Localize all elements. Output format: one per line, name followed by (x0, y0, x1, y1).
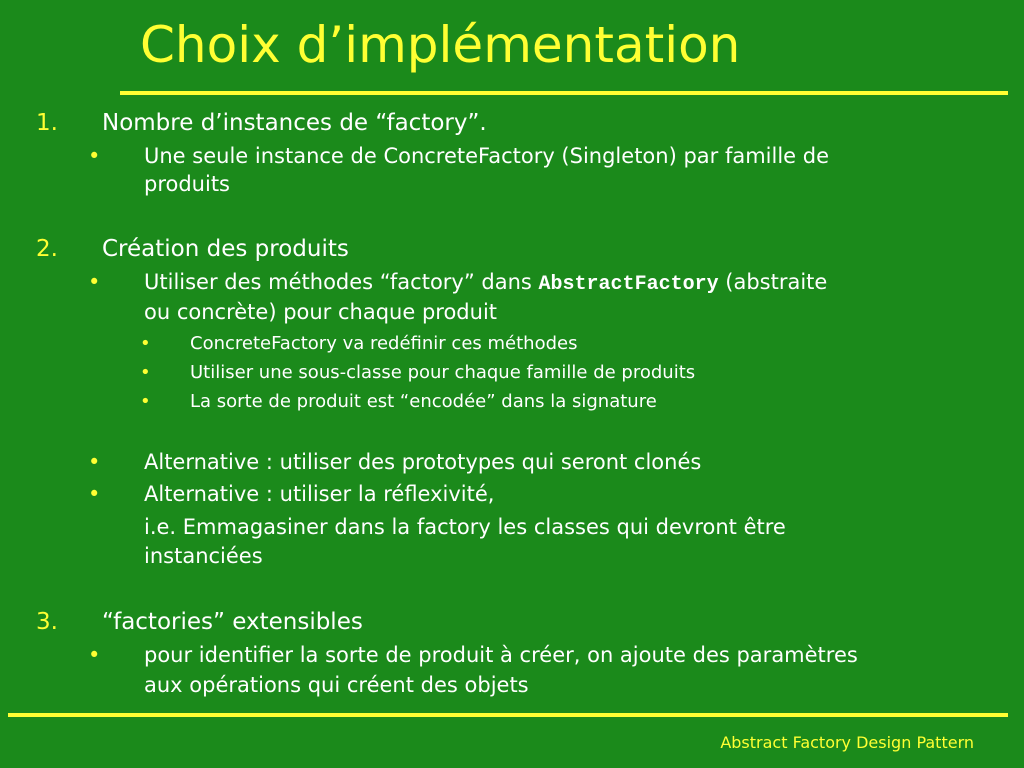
bullet-icon: • (88, 270, 101, 294)
bullet-icon: • (140, 391, 151, 412)
item-2-bullet-1-post: (abstraite (718, 270, 828, 294)
abstract-factory-code: AbstractFactory (538, 273, 719, 296)
item-2-sub-1: ConcreteFactory va redéfinir ces méthodes (190, 333, 578, 354)
item-3-number: 3. (36, 609, 58, 635)
footer-divider (8, 713, 1008, 717)
footer-text: Abstract Factory Design Pattern (720, 733, 974, 752)
item-2-sub-2: Utiliser une sous-classe pour chaque famille de produits (190, 362, 696, 383)
item-2-bullet-1-pre: Utiliser des méthodes “factory” dans (144, 270, 539, 294)
bullet-icon: • (140, 362, 151, 383)
item-3-bullet-1-line-2: aux opérations qui créent des objets (144, 673, 529, 697)
item-3-bullet-1-line-1: pour identifier la sorte de produit à créer, on ajoute des paramètres (144, 643, 858, 667)
slide-title: Choix d’implémentation (140, 16, 741, 74)
item-3-text: “factories” extensibles (102, 609, 363, 635)
item-2-bullet-1-line-2: ou concrète) pour chaque produit (144, 300, 498, 324)
item-2-text: Création des produits (102, 236, 349, 262)
item-1-number: 1. (36, 110, 58, 136)
item-2-bullet-3-cont-2: instanciées (144, 544, 263, 568)
title-divider (120, 91, 1008, 95)
bullet-icon: • (140, 333, 151, 354)
item-1-bullet-1-line-2: produits (144, 172, 230, 196)
item-2-bullet-3: Alternative : utiliser la réflexivité, (144, 482, 495, 506)
bullet-icon: • (88, 643, 101, 667)
item-2-number: 2. (36, 236, 58, 262)
item-2-bullet-1-line-1 (144, 270, 827, 297)
item-2-bullet-2: Alternative : utiliser des prototypes qui seront clonés (144, 450, 702, 474)
item-1-text: Nombre d’instances de “factory”. (102, 110, 487, 136)
item-1-bullet-1-line-1: Une seule instance de ConcreteFactory (Singleton) par famille de (144, 144, 830, 168)
item-2-bullet-3-cont-1: i.e. Emmagasiner dans la factory les classes qui devront être (144, 515, 786, 539)
item-2-sub-3: La sorte de produit est “encodée” dans la signature (190, 391, 657, 412)
bullet-icon: • (88, 482, 101, 506)
bullet-icon: • (88, 450, 101, 474)
bullet-icon: • (88, 144, 101, 168)
